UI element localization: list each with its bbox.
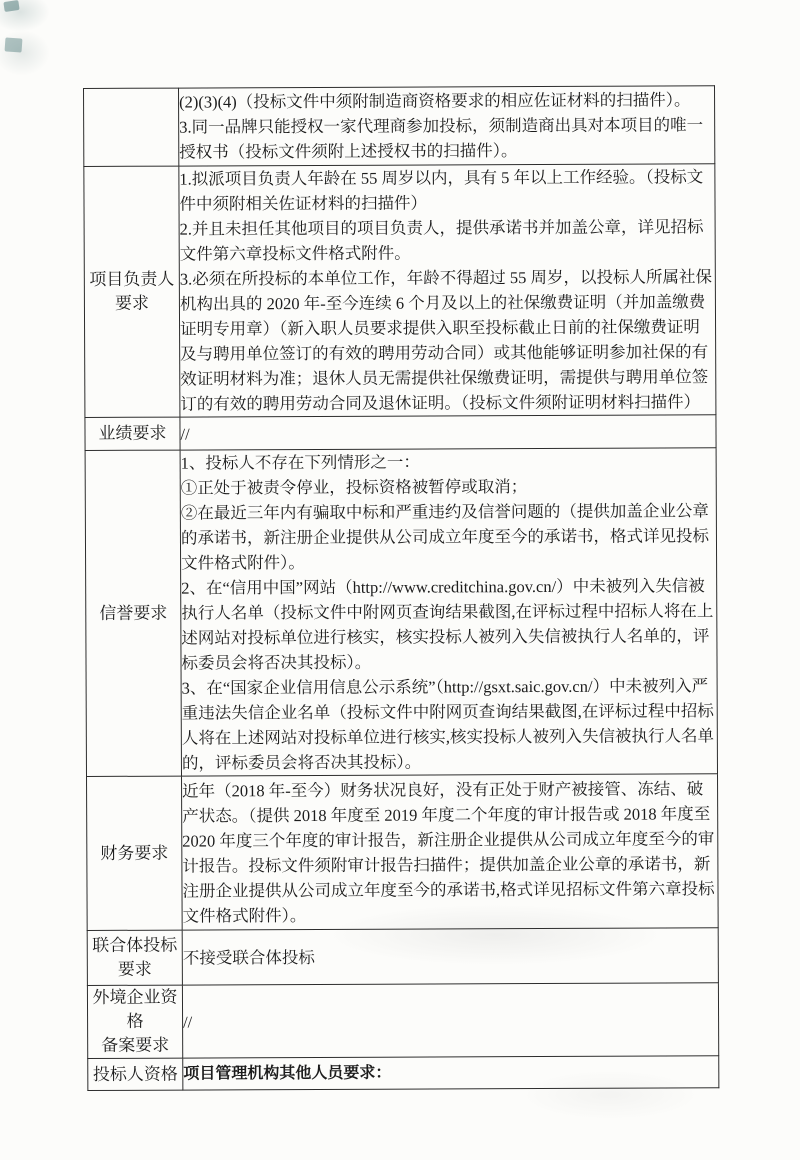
row-label: 信誉要求 [85,450,181,776]
row-foreign-enterprise-filing-requirements [87,983,718,1059]
requirements-table [83,85,719,1091]
row-label: 外境企业资格 备案要求 [87,985,182,1058]
content-paragraph: 2.并且未担任其他项目的项目负责人，提供承诺书并加盖公章，详见招标文件第六章投标文件格式附件。 [179,217,704,264]
row-content [183,1056,719,1090]
scan-smudge [0,30,50,76]
content-paragraph: (2)(3)(4)（投标文件中须附制造商资格要求的相应佐证材料的扫描件）。 [179,90,691,112]
content-paragraph: 1.拟派项目负责人年龄在 55 周岁以内，具有 5 年以上工作经验。（投标文件中须附相关佐证材料的扫描件） [179,167,704,214]
row-label: 投标人资格 [88,1058,183,1090]
row-label: 业绩要求 [85,417,180,450]
row-content [180,448,717,776]
content-paragraph: 2、在“信用中国”网站（http://www.creditchina.gov.cn/）中未被列入失信被执行人名单（投标文件中附网页查询结果截图,在评标过程中招标人将在上述网站对投标单位进行核实，核实投标人被列入失信被执行人名单的，评标委员会将否决其投标）。 [181,576,714,673]
row-project-leader-requirements [84,164,716,418]
row-bidder-qualification [88,1056,719,1091]
row-content [179,164,716,417]
row-performance-requirements [85,415,716,451]
row-content [180,415,716,450]
scan-artifact-mark [3,0,19,12]
content-paragraph: 3.必须在所投标的本单位工作，年龄不得超过 55 周岁，以投标人所属社保机构出具的 2020 年-至今连续 6 个月及以上的社保缴费证明（并加盖缴费证明专用章）（新入职人员要求提供入职至投标截止日前的社保缴费证明及与聘用单位签订的有效的聘用劳动合同）或其他能够证明参加社保的有效证明材料为准；退休人员无需提供社保缴费证明，需提供与聘用单位签订的有效的聘用劳动合同及退休证明。（投标文件须附证明材料扫描件） [179,267,712,414]
row-content [182,983,718,1058]
row-label [84,88,179,166]
content-paragraph: // [183,1012,193,1032]
content-paragraph: 1、投标人不存在下列情形之一： [180,452,420,473]
row-financial-requirements [87,774,719,931]
scan-smudge [0,0,50,32]
content-paragraph: ①正处于被责令停业，投标资格被暂停或取消； [180,477,528,498]
content-paragraph: 不接受联合体投标 [182,947,315,968]
row-content [182,774,719,930]
content-paragraph: 3.同一品牌只能授权一家代理商参加投标，须制造商出具对本项目的唯一授权书（投标文件须附上述授权书的扫描件）。 [179,115,704,162]
row-credit-requirements [85,448,717,777]
content-paragraph: 近年（2018 年-至今）财务状况良好，没有正处于财产被接管、冻结、破产状态。（提供 2018 年度至 2019 年度二个年度的审计报告或 2018 年度至 2020 年度三个年度的审计报告，新注册企业提供从公司成立年度至今的审计报告。投标文件须附审计报告扫描件；提供加盖企业公章的承诺书，新注册企业提供从公司成立年度至今的承诺书,格式详见招标文件第六章投标文件格式附件）。 [182,778,715,926]
row-label: 项目负责人 要求 [84,166,180,417]
row-content [182,928,718,985]
content-paragraph: ②在最近三年内有骗取中标和严重违约及信誉问题的（提供加盖企业公章的承诺书，新注册企业提供从公司成立年度至今的承诺书，格式详见投标文件格式附件）。 [180,501,710,573]
content-paragraph: 3、在“国家企业信用信息公示系统”（http://gsxt.saic.gov.cn/）中未被列入严重违法失信企业名单（投标文件中附网页查询结果截图,在评标过程中招标人将在上述网站对投标单位进行核实,核实投标人被列入失信被执行人名单的，评标委员会将否决其投标）。 [181,676,714,773]
row-label: 联合体投标 要求 [87,930,182,985]
content-paragraph: // [180,424,190,444]
content-paragraph: 项目管理机构其他人员要求： [183,1064,392,1083]
scan-artifact-mark [5,37,23,52]
row-content [179,86,715,166]
row-manufacturer-authorization [84,86,715,167]
row-consortium-bid-requirements [87,928,718,986]
row-label: 财务要求 [87,776,183,930]
